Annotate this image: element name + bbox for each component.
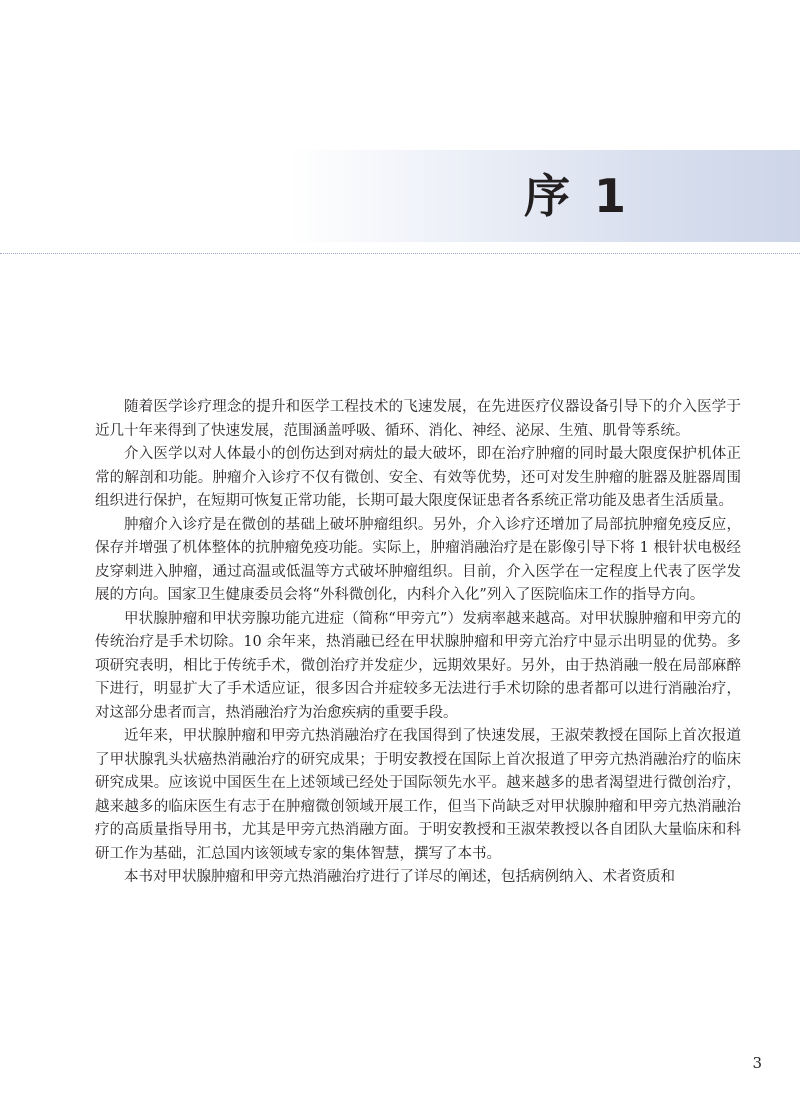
title-divider	[0, 253, 800, 254]
paragraph: 随着医学诊疗理念的提升和医学工程技术的飞速发展，在先进医疗仪器设备引导下的介入医学于近几十年来得到了快速发展，范围涵盖呼吸、循环、消化、神经、泌尿、生殖、肌骨等系统。	[95, 399, 741, 439]
page-number: 3	[752, 1054, 762, 1072]
paragraph: 介入医学以对人体最小的创伤达到对病灶的最大破坏，即在治疗肿瘤的同时最大限度保护机体正常的解剖和功能。肿瘤介入诊疗不仅有微创、安全、有效等优势，还可对发生肿瘤的脏器及脏器周围组织进行保护，在短期可恢复正常功能，长期可最大限度保证患者各系统正常功能及患者生活质量。	[95, 446, 741, 509]
paragraph: 近年来，甲状腺肿瘤和甲旁亢热消融治疗在我国得到了快速发展，王淑荣教授在国际上首次报道了甲状腺乳头状癌热消融治疗的研究成果；于明安教授在国际上首次报道了甲旁亢热消融治疗的临床研究成果。应该说中国医生在上述领域已经处于国际领先水平。越来越多的患者渴望进行微创治疗，越来越多的临床医生有志于在肿瘤微创领域开展工作，但当下尚缺乏对甲状腺肿瘤和甲旁亢热消融治疗的高质量指导用书，尤其是甲旁亢热消融方面。于明安教授和王淑荣教授以各自团队大量临床和科研工作为基础，汇总国内该领域专家的集体智慧，撰写了本书。	[95, 728, 741, 862]
body-text	[95, 396, 741, 890]
page-title: 序 1	[523, 169, 630, 223]
paragraph: 本书对甲状腺肿瘤和甲旁亢热消融治疗进行了详尽的阐述，包括病例纳入、术者资质和	[124, 869, 675, 885]
paragraph: 甲状腺肿瘤和甲状旁腺功能亢进症（简称“甲旁亢”）发病率越来越高。对甲状腺肿瘤和甲旁亢的传统治疗是手术切除。10 余年来，热消融已经在甲状腺肿瘤和甲旁亢治疗中显示出明显的优势。多项研究表明，相比于传统手术，微创治疗并发症少，远期效果好。另外，由于热消融一般在局部麻醉下进行，明显扩大了手术适应证，很多因合并症较多无法进行手术切除的患者都可以进行消融治疗，对这部分患者而言，热消融治疗为治愈疾病的重要手段。	[95, 610, 741, 721]
paragraph: 肿瘤介入诊疗是在微创的基础上破坏肿瘤组织。另外，介入诊疗还增加了局部抗肿瘤免疫反应，保存并增强了机体整体的抗肿瘤免疫功能。实际上，肿瘤消融治疗是在影像引导下将 1 根针状电极经皮穿刺进入肿瘤，通过高温或低温等方式破坏肿瘤组织。目前，介入医学在一定程度上代表了医学发展的方向。国家卫生健康委员会将“外科微创化，内科介入化”列入了医院临床工作的指导方向。	[95, 516, 741, 603]
